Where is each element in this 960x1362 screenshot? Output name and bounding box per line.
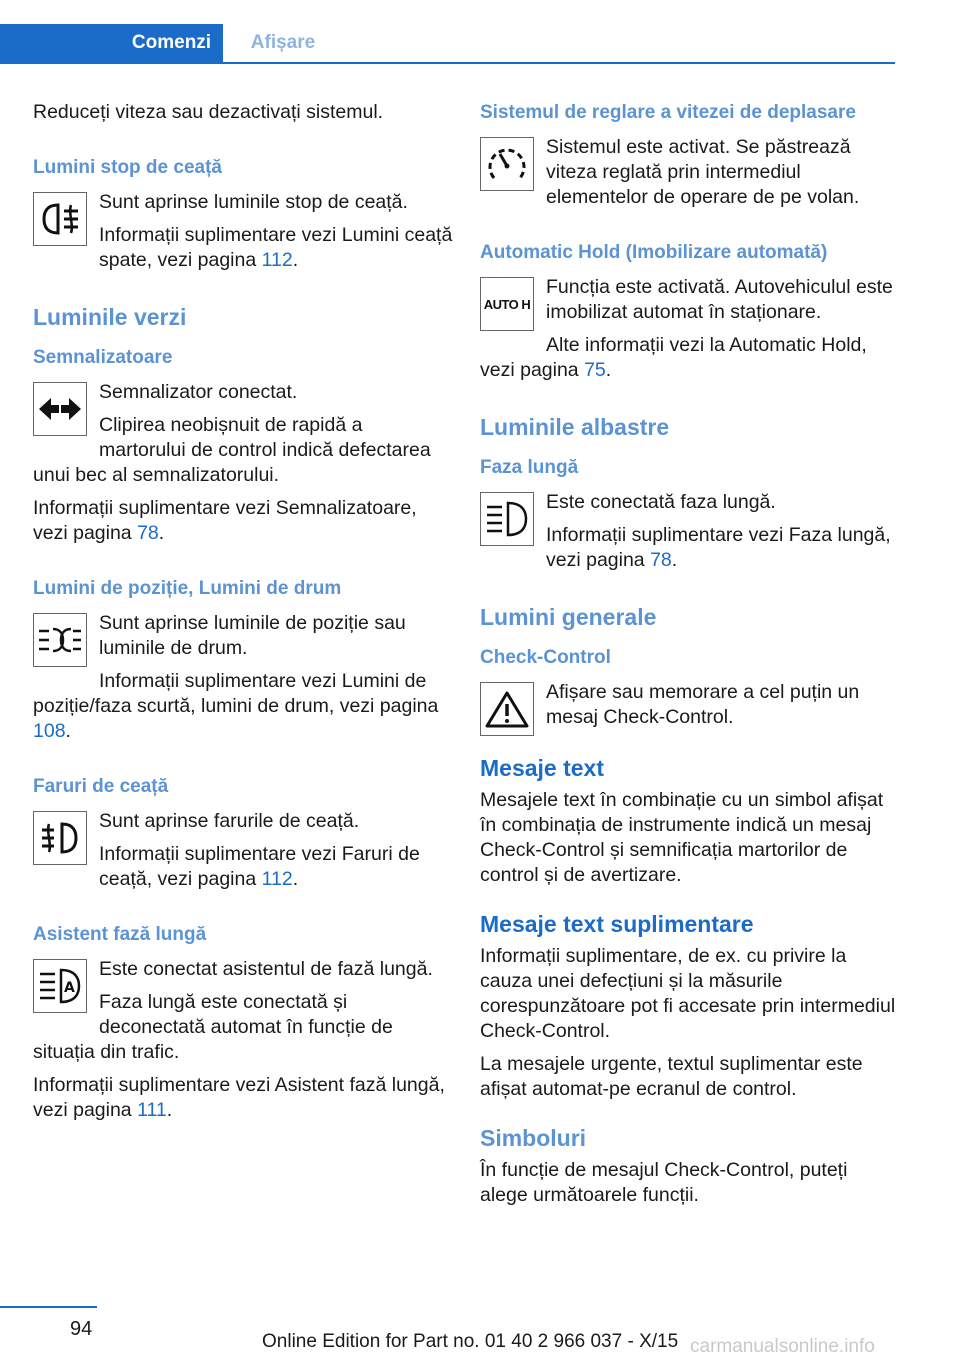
parking-lights-heading: Lumini de poziție, Lumini de drum bbox=[33, 578, 342, 599]
hba-line3: Informații suplimentare vezi Asistent fază lungă, vezi pagina 111. bbox=[33, 1074, 445, 1121]
fog-stop-line1: Sunt aprinse luminile stop de ceață. bbox=[99, 191, 408, 213]
edition-text: Online Edition for Part no. 01 40 2 966 037 - X/15 bbox=[262, 1331, 679, 1352]
cruise-heading: Sistemul de reglare a vitezei de deplasare bbox=[480, 102, 856, 123]
page-link-75[interactable]: 75 bbox=[584, 359, 606, 381]
front-fog-entry bbox=[33, 809, 453, 900]
green-lights-heading: Luminile verzi bbox=[33, 304, 187, 330]
autohold-heading: Automatic Hold (Imobilizare automată) bbox=[480, 242, 828, 263]
turn-signal-line3: Informații suplimentare vezi Semnalizatoare, vezi pagina 78. bbox=[33, 497, 417, 544]
fog-stop-heading: Lumini stop de ceață bbox=[33, 157, 222, 178]
hba-heading: Asistent fază lungă bbox=[33, 924, 207, 945]
high-beam-heading: Faza lungă bbox=[480, 457, 579, 478]
high-beam-line1: Este conectată faza lungă. bbox=[546, 491, 776, 513]
turn-signal-entry bbox=[33, 380, 453, 554]
extra-messages-body1: Informații suplimentare, de ex. cu privire la cauza unei defecțiuni și la măsurile corespunzătoare pot fi accesate prin intermediul Check-Control. bbox=[480, 945, 896, 1042]
parking-lights-line1: Sunt aprinse luminile de poziție sau luminile de drum. bbox=[99, 612, 406, 659]
front-fog-heading: Faruri de ceață bbox=[33, 776, 169, 797]
high-beam-line2: Informații suplimentare vezi Faza lungă, vezi pagina 78. bbox=[546, 524, 891, 571]
blue-lights-heading: Luminile albastre bbox=[480, 414, 670, 440]
autohold-line2: Alte informații vezi la Automatic Hold, vezi pagina 75. bbox=[480, 334, 867, 381]
footer-rule bbox=[0, 1306, 97, 1308]
rear-fog-light-icon bbox=[33, 192, 87, 246]
extra-messages-body2: La mesajele urgente, textul suplimentar este afișat automat-pe ecranul de control. bbox=[480, 1053, 863, 1100]
text-messages-body: Mesajele text în combinație cu un simbol afișat în combinația de instrumente indică un mesaj Check-Control și semnificația martorilor de control și de avertizare. bbox=[480, 789, 884, 886]
warning-triangle-icon bbox=[480, 682, 534, 736]
cruise-control-icon bbox=[480, 137, 534, 191]
check-control-entry bbox=[480, 680, 896, 740]
turn-signal-icon bbox=[33, 382, 87, 436]
parking-lights-entry bbox=[33, 611, 453, 752]
page-link-112a[interactable]: 112 bbox=[261, 249, 293, 271]
front-fog-light-icon bbox=[33, 811, 87, 865]
fog-stop-entry bbox=[33, 190, 453, 281]
svg-text:A: A bbox=[64, 980, 75, 996]
hba-line1: Este conectat asistentul de fază lungă. bbox=[99, 958, 433, 980]
fog-stop-line2: Informații suplimentare vezi Lumini ceață spate, vezi pagina 112. bbox=[99, 224, 453, 271]
high-beam-entry bbox=[480, 490, 896, 581]
high-beam-assistant-icon bbox=[33, 959, 87, 1013]
parking-light-icon bbox=[33, 613, 87, 667]
front-fog-line2: Informații suplimentare vezi Faruri de ceață, vezi pagina 112. bbox=[99, 843, 420, 890]
general-lights-heading: Lumini generale bbox=[480, 604, 657, 630]
parking-lights-line2: Informații suplimentare vezi Lumini de poziție/faza scurtă, lumini de drum, vezi pagina 108. bbox=[33, 670, 439, 742]
tab-comenzi-label: Comenzi bbox=[131, 32, 212, 53]
autohold-line1: Funcția este activată. Autovehiculul este imobilizat automat în staționare. bbox=[546, 276, 893, 323]
page-number: 94 bbox=[70, 1318, 93, 1340]
right-column bbox=[480, 100, 896, 1216]
cruise-entry bbox=[480, 135, 896, 218]
left-column bbox=[33, 100, 453, 1131]
tab-afisare[interactable] bbox=[223, 24, 343, 62]
watermark: carmanualsonline.info bbox=[690, 1336, 875, 1357]
extra-messages-heading: Mesaje text suplimentare bbox=[480, 911, 754, 937]
front-fog-line1: Sunt aprinse farurile de ceață. bbox=[99, 810, 360, 832]
turn-signal-line2: Clipirea neobișnuit de rapidă a martorului de control indică defectarea unui bec al semnalizatorului. bbox=[33, 414, 431, 486]
intro-text: Reduceți viteza sau dezactivați sistemul. bbox=[33, 101, 384, 123]
page-link-78a[interactable]: 78 bbox=[137, 522, 159, 544]
check-control-line1: Afișare sau memorare a cel puțin un mesaj Check-Control. bbox=[546, 681, 860, 728]
auto-hold-icon: AUTO H bbox=[480, 277, 534, 331]
tab-comenzi[interactable] bbox=[0, 24, 223, 62]
header-tabbar bbox=[0, 24, 895, 64]
cruise-line1: Sistemul este activat. Se păstrează viteza reglată prin intermediul elementelor de operare de pe volan. bbox=[546, 136, 860, 208]
page-link-78b[interactable]: 78 bbox=[650, 549, 672, 571]
symbols-body: În funcție de mesajul Check-Control, puteți alege următoarele funcții. bbox=[480, 1159, 848, 1206]
page-link-112b[interactable]: 112 bbox=[261, 868, 293, 890]
text-messages-heading: Mesaje text bbox=[480, 755, 605, 781]
autohold-entry bbox=[480, 275, 896, 391]
tab-afisare-label: Afișare bbox=[250, 32, 316, 53]
turn-signal-line1: Semnalizator conectat. bbox=[99, 381, 298, 403]
hba-entry bbox=[33, 957, 453, 1131]
symbols-heading: Simboluri bbox=[480, 1125, 587, 1151]
turn-signal-heading: Semnalizatoare bbox=[33, 347, 173, 368]
check-control-heading: Check-Control bbox=[480, 647, 611, 668]
page-link-108[interactable]: 108 bbox=[33, 720, 66, 742]
hba-line2: Faza lungă este conectată și deconectată automat în funcție de situația din trafic. bbox=[33, 991, 393, 1063]
high-beam-icon bbox=[480, 492, 534, 546]
page-link-111[interactable]: 111 bbox=[137, 1099, 167, 1121]
